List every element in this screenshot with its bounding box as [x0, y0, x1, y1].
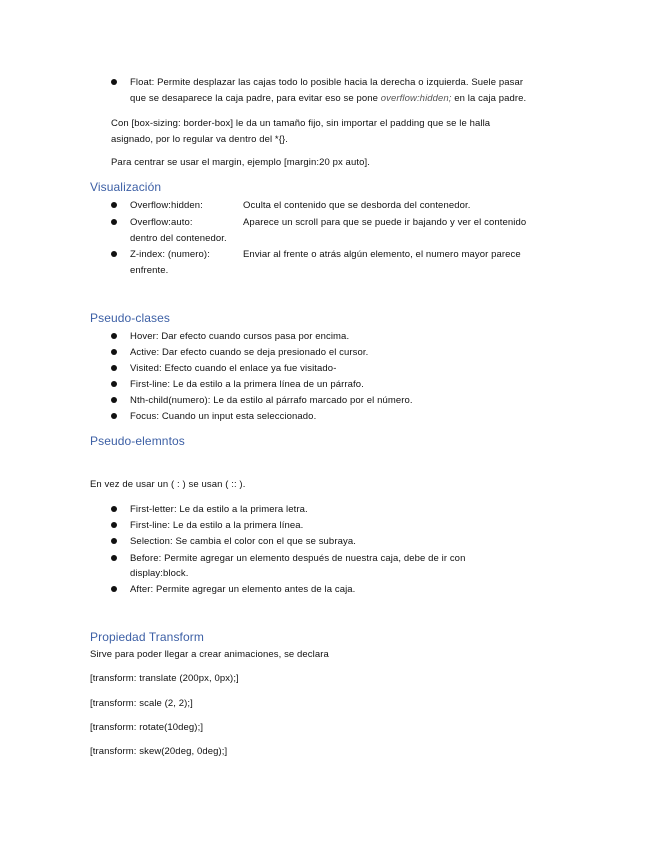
overflow-auto-cont: dentro del contenedor. [130, 233, 227, 244]
bullet-icon [111, 349, 117, 355]
transform-heading: Propiedad Transform [90, 630, 204, 644]
overflow-hidden-desc: Oculta el contenido que se desborda del contenedor. [243, 200, 471, 211]
z-index-cont: enfrente. [130, 265, 169, 276]
bullet-icon [111, 333, 117, 339]
bullet-icon [111, 397, 117, 403]
list-item: After: Permite agregar un elemento antes de la caja. [130, 584, 356, 595]
bullet-icon [111, 538, 117, 544]
list-item: Hover: Dar efecto cuando cursos pasa por encima. [130, 331, 350, 342]
z-index-term: Z-index: (numero): [130, 249, 210, 260]
float-line-1: Float: Permite desplazar las cajas todo lo posible hacia la derecha o izquierda. Suele pasar [130, 77, 524, 88]
transform-example: [transform: translate (200px, 0px);] [90, 673, 239, 684]
transform-example: [transform: scale (2, 2);] [90, 698, 193, 709]
bullet-icon [111, 586, 117, 592]
bullet-icon [111, 522, 117, 528]
z-index-desc: Enviar al frente o atrás algún elemento, el numero mayor parece [243, 249, 521, 260]
float-line-2-end: en la caja padre. [451, 93, 527, 104]
bullet-icon [111, 79, 117, 85]
overflow-hidden-code: overflow:hidden; [380, 93, 452, 104]
overflow-auto-term: Overflow:auto: [130, 217, 193, 228]
pseudo-clases-heading: Pseudo-clases [90, 311, 171, 325]
list-item: Nth-child(numero): Le da estilo al párrafo marcado por el número. [130, 395, 413, 406]
overflow-auto-desc: Aparece un scroll para que se puede ir bajando y ver el contenido [243, 217, 527, 228]
transform-example: [transform: skew(20deg, 0deg);] [90, 746, 228, 757]
list-item: Selection: Se cambia el color con el que se subraya. [130, 536, 356, 547]
float-line-2-text: que se desaparece la caja padre, para evitar eso se pone [130, 93, 381, 104]
bullet-icon [111, 202, 117, 208]
overflow-hidden-term: Overflow:hidden: [130, 200, 203, 211]
box-sizing-paragraph [111, 116, 490, 148]
list-item: First-letter: Le da estilo a la primera letra. [130, 504, 308, 515]
pseudo-elementos-heading: Pseudo-elemntos [90, 434, 185, 448]
box-sizing-line-1: Con [box-sizing: border-box] le da un tamaño fijo, sin importar el padding que se le halla [111, 118, 491, 129]
bullet-icon [111, 365, 117, 371]
center-paragraph: Para centrar se usar el margin, ejemplo [margin:20 px auto]. [111, 157, 370, 168]
list-item-cont: display:block. [130, 568, 189, 579]
list-item: Active: Dar efecto cuando se deja presionado el cursor. [130, 347, 369, 358]
list-item: Visited: Efecto cuando el enlace ya fue visitado- [130, 363, 337, 374]
list-item: First-line: Le da estilo a la primera línea de un párrafo. [130, 379, 364, 390]
bullet-icon [111, 555, 117, 561]
bullet-icon [111, 251, 117, 257]
float-line-2 [130, 91, 526, 107]
list-item: Before: Permite agregar un elemento después de nuestra caja, debe de ir con [130, 553, 466, 564]
list-item: First-line: Le da estilo a la primera línea. [130, 520, 304, 531]
bullet-icon [111, 413, 117, 419]
float-item [130, 75, 526, 107]
box-sizing-line-2: asignado, por lo regular va dentro del *{}. [111, 134, 289, 145]
transform-example: [transform: rotate(10deg);] [90, 722, 204, 733]
transform-intro: Sirve para poder llegar a crear animaciones, se declara [90, 649, 329, 660]
pseudo-elementos-intro: En vez de usar un ( : ) se usan ( :: ). [90, 479, 246, 490]
visualizacion-heading: Visualización [90, 180, 162, 194]
bullet-icon [111, 506, 117, 512]
bullet-icon [111, 219, 117, 225]
bullet-icon [111, 381, 117, 387]
list-item: Focus: Cuando un input esta seleccionado. [130, 411, 317, 422]
